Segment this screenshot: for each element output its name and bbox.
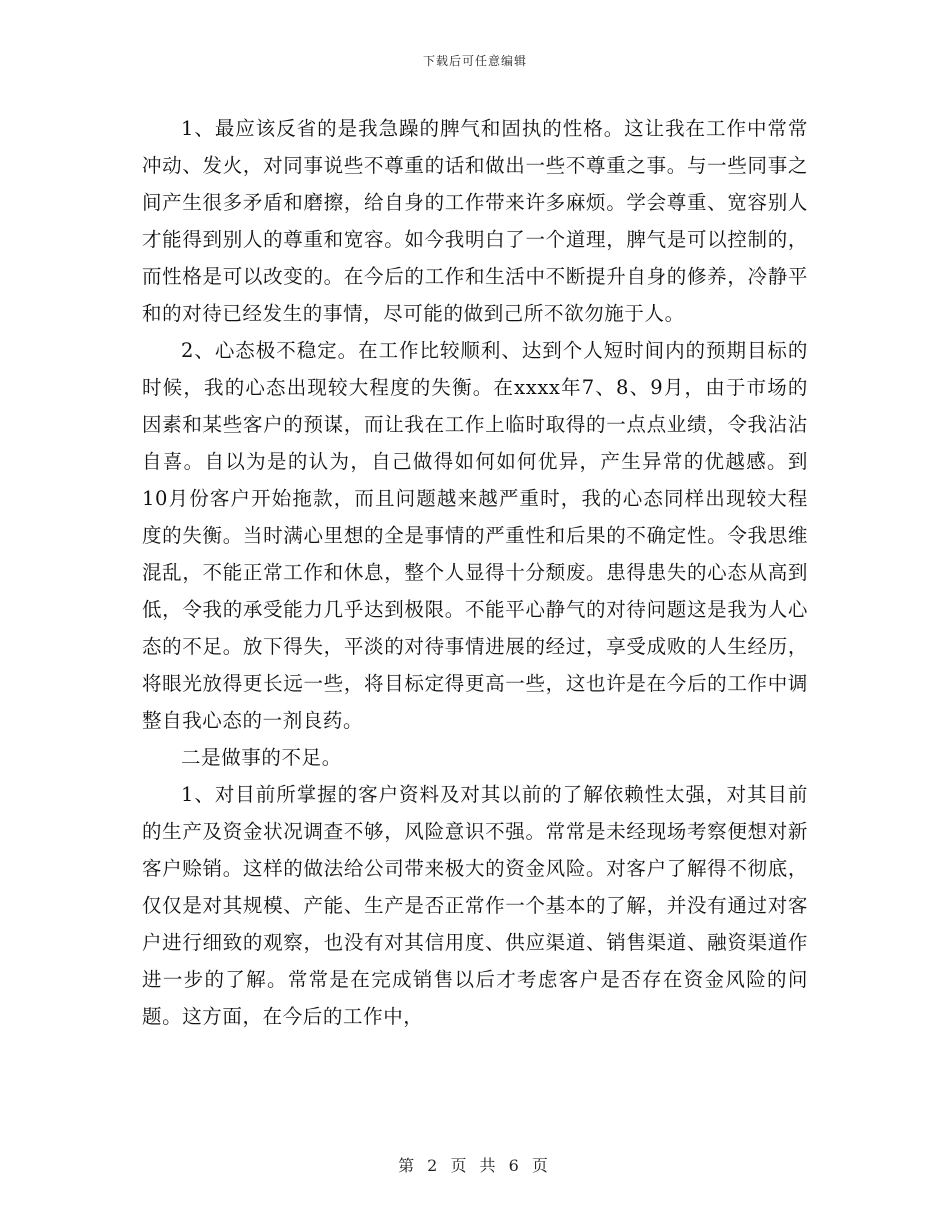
paragraph-customer-risk: 1、对目前所掌握的客户资料及对其以前的了解依赖性太强，对其目前的生产及资金状况调查不够，风险意识不强。常常是未经现场考察便想对新客户赊销。这样的做法给公司带来极大的资金风险。对客户了解得不彻底，仅仅是对其规模、产能、生产是否正常作一个基本的了解，并没有通过对客户进行细致的观察，也没有对其信用度、供应渠道、销售渠道、融资渠道作进一步的了解。常常是在完成销售以后才考虑客户是否存在资金风险的问题。这方面，在今后的工作中， [142,783,808,1028]
paragraph-temper: 1、最应该反省的是我急躁的脾气和固执的性格。这让我在工作中常常冲动、发火，对同事说些不尊重的话和做出一些不尊重之事。与一些同事之间产生很多矛盾和磨擦，给自身的工作带来许多麻烦。学会尊重、宽容别人才能得到别人的尊重和宽容。如今我明白了一个道理，脾气是可以控制的，而性格是可以改变的。在今后的工作和生活中不断提升自身的修养，冷静平和的对待已经发生的事情，尽可能的做到己所不欲勿施于人。 [142,117,808,325]
page-header: 下载后可任意编辑 [422,54,527,68]
section-heading-work-shortcomings: 二是做事的不足。 [181,746,342,769]
paragraph-mindset: 2、心态极不稳定。在工作比较顺利、达到个人短时间内的预期目标的时候，我的心态出现较大程度的失衡。在xxxx年7、8、9月，由于市场的因素和某些客户的预谋，而让我在工作上临时取得的一点点业绩，令我沾沾自喜。自以为是的认为，自己做得如何如何优异，产生异常的优越感。到10月份客户开始拖款，而且问题越来越严重时，我的心态同样出现较大程度的失衡。当时满心里想的全是事情的严重性和后果的不确定性。令我思维混乱，不能正常工作和休息，整个人显得十分颓废。患得患失的心态从高到低，令我的承受能力几乎达到极限。不能平心静气的对待问题这是我为人心态的不足。放下得失，平淡的对待事情进展的经过，享受成败的人生经历，将眼光放得更长远一些，将目标定得更高一些，这也许是在今后的工作中调整自我心态的一剂良药。 [142,339,808,732]
page-footer: 第 2 页 共 6 页 [398,1156,552,1175]
document-body [142,110,808,1035]
